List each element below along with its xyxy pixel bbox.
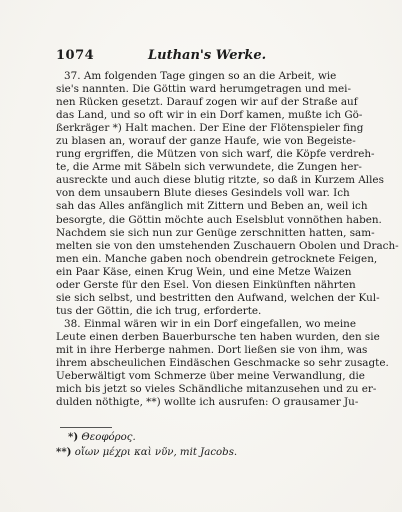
text-line: zu blasen an, worauf der ganze Haufe, wie von Begeiste-	[56, 135, 356, 148]
text-line: te, die Arme mit Säbeln sich verwundete, die Zungen her-	[56, 161, 362, 174]
body-text	[56, 70, 399, 409]
text-line: dulden nöthigte, **) wollte ich ausrufen: O grausamer Ju-	[56, 396, 359, 409]
text-line: ein Paar Käse, einen Krug Wein, und eine Metze Waizen	[56, 265, 352, 278]
text-line: oder Gerste für den Esel. Von diesen Einkünften nährten	[56, 278, 356, 291]
footnote	[56, 430, 356, 445]
footnote-text: οἴων μέχρι καὶ νῦν, mit Jacobs.	[74, 447, 238, 458]
text-line: ßerkräger *) Halt machen. Der Eine der Flötenspieler fing	[56, 122, 364, 135]
text-line: ihrem abscheulichen Eindäschen Geschmacke so sehr zusagte.	[56, 357, 389, 370]
text-line: sie sich selbst, und bestritten den Aufwand, welchen der Kul-	[56, 291, 380, 304]
text-line: das Land, und so oft wir in ein Dorf kamen, mußte ich Gö-	[56, 109, 363, 122]
footnote-mark: *)	[68, 431, 79, 443]
text-line: von dem unsaubern Blute dieses Gesindels voll war. Ich	[56, 187, 350, 200]
text-line: 37. Am folgenden Tage gingen so an die Arbeit, wie	[64, 70, 337, 82]
text-line: sah das Alles anfänglich mit Zittern und Beben an, weil ich	[56, 200, 368, 213]
text-line: Nachdem sie sich nun zur Genüge zerschnitten hatten, sam-	[56, 226, 375, 239]
text-line: mich bis jetzt so vieles Schändliche mitanzusehen und zu er-	[56, 383, 377, 396]
text-line: Ueberwältigt vom Schmerze über meine Verwandlung, die	[56, 370, 365, 383]
footnote-text: Θεοφόρος.	[81, 432, 136, 443]
text-line: 38. Einmal wären wir in ein Dorf eingefallen, wo meine	[64, 317, 356, 330]
text-line: nen Rücken gesetzt. Darauf zogen wir auf der Straße auf	[56, 96, 358, 109]
text-line: sie's nannten. Die Göttin ward herumgetragen und mei-	[56, 83, 351, 96]
page-number: 1074	[56, 48, 95, 63]
text-line: mit in ihre Herberge nahmen. Dort ließen sie von ihm, was	[56, 343, 368, 356]
text-line: besorgte, die Göttin möchte auch Eselsblut vonnöthen haben.	[56, 213, 382, 226]
footnote-mark: **)	[56, 446, 72, 458]
footnotes	[56, 430, 356, 460]
page-header	[56, 48, 286, 66]
text-line: tus der Göttin, die ich trug, erforderte.	[56, 304, 262, 317]
text-line: rung ergriffen, die Mützen von sich warf, die Köpfe verdreh-	[56, 148, 375, 161]
text-line: ausreckte und auch diese blutig ritzte, so daß in Kurzem Alles	[56, 174, 384, 187]
running-title: Luthan's Werke.	[148, 48, 267, 63]
text-line: melten sie von den umstehenden Zuschauern Obolen und Drach-	[56, 239, 399, 252]
footnote-divider	[60, 427, 112, 428]
footnote	[56, 445, 356, 460]
text-line: Leute einen derben Bauerbursche ten haben wurden, den sie	[56, 330, 380, 343]
text-line: men ein. Manche gaben noch obendrein getrocknete Feigen,	[56, 252, 378, 265]
